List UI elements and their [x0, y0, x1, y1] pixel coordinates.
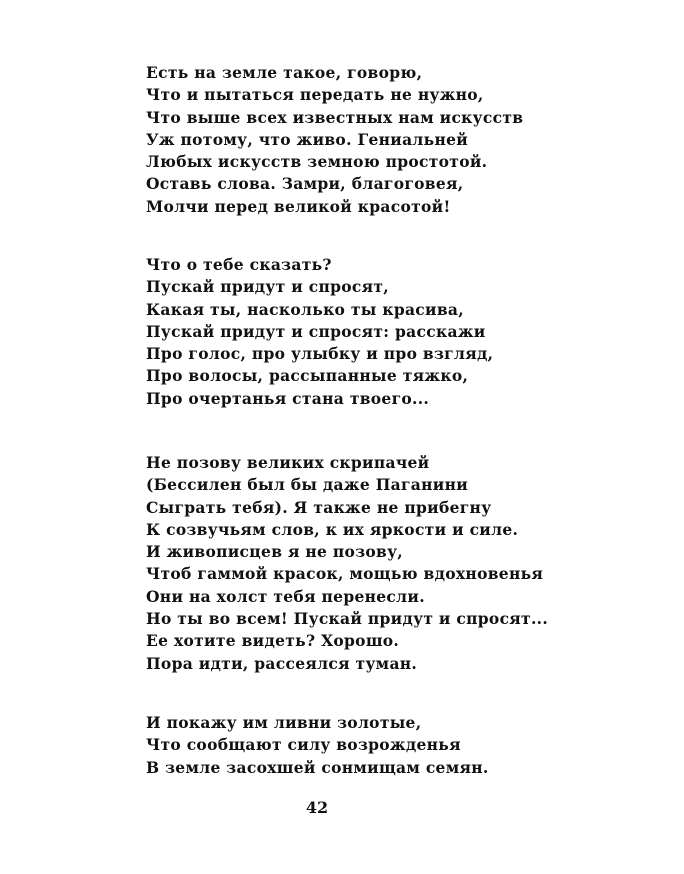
- stanza: [146, 452, 666, 675]
- verse-line: К созвучьям слов, к их яркости и силе.: [146, 519, 519, 539]
- verse-line: Чтоб гаммой красок, мощью вдохновенья: [146, 564, 544, 584]
- verse-line: Что выше всех известных нам искусств: [146, 107, 524, 127]
- verse-line: Ее хотите видеть? Хорошо.: [146, 631, 400, 651]
- verse-line: В земле засохшей сонмищам семян.: [146, 757, 489, 777]
- verse-line: Про очертанья стана твоего...: [146, 388, 430, 408]
- verse-line: Любых искусств земною простотой.: [146, 152, 488, 172]
- verse-line: Есть на земле такое, говорю,: [146, 63, 423, 82]
- verse-line: Что о тебе сказать?: [146, 255, 332, 274]
- verse-line: Что и пытаться передать не нужно,: [146, 85, 484, 105]
- verse-line: Про волосы, рассыпанные тяжко,: [146, 366, 469, 386]
- verse-line: Уж потому, что живо. Гениальней: [146, 129, 469, 149]
- stanza: [146, 712, 666, 779]
- page-number: 42: [305, 798, 329, 817]
- verse-line: И живописцев я не позову,: [146, 542, 404, 562]
- verse-line: Но ты во всем! Пускай придут и спросят...: [146, 609, 549, 629]
- verse-line: Что сообщают силу возрожденья: [146, 735, 461, 755]
- verse-line: И покажу им ливни золотые,: [146, 713, 422, 732]
- verse-line: Пора идти, рассеялся туман.: [146, 653, 418, 673]
- verse-line: Оставь слова. Замри, благоговея,: [146, 174, 464, 194]
- verse-line: Пускай придут и спросят,: [146, 277, 389, 297]
- verse-line: Молчи перед великой красотой!: [146, 196, 451, 216]
- verse-line: Сыграть тебя). Я также не прибегну: [146, 497, 492, 517]
- verse-line: (Бессилен был бы даже Паганини: [146, 475, 469, 495]
- stanza: [146, 62, 666, 218]
- verse-line: Какая ты, насколько ты красива,: [146, 299, 464, 319]
- stanza: [146, 254, 666, 410]
- verse-line: Они на холст тебя перенесли.: [146, 586, 425, 606]
- verse-line: Пускай придут и спросят: расскажи: [146, 321, 486, 341]
- verse-line: Про голос, про улыбку и про взгляд,: [146, 344, 494, 364]
- verse-line: Не позову великих скрипачей: [146, 453, 430, 472]
